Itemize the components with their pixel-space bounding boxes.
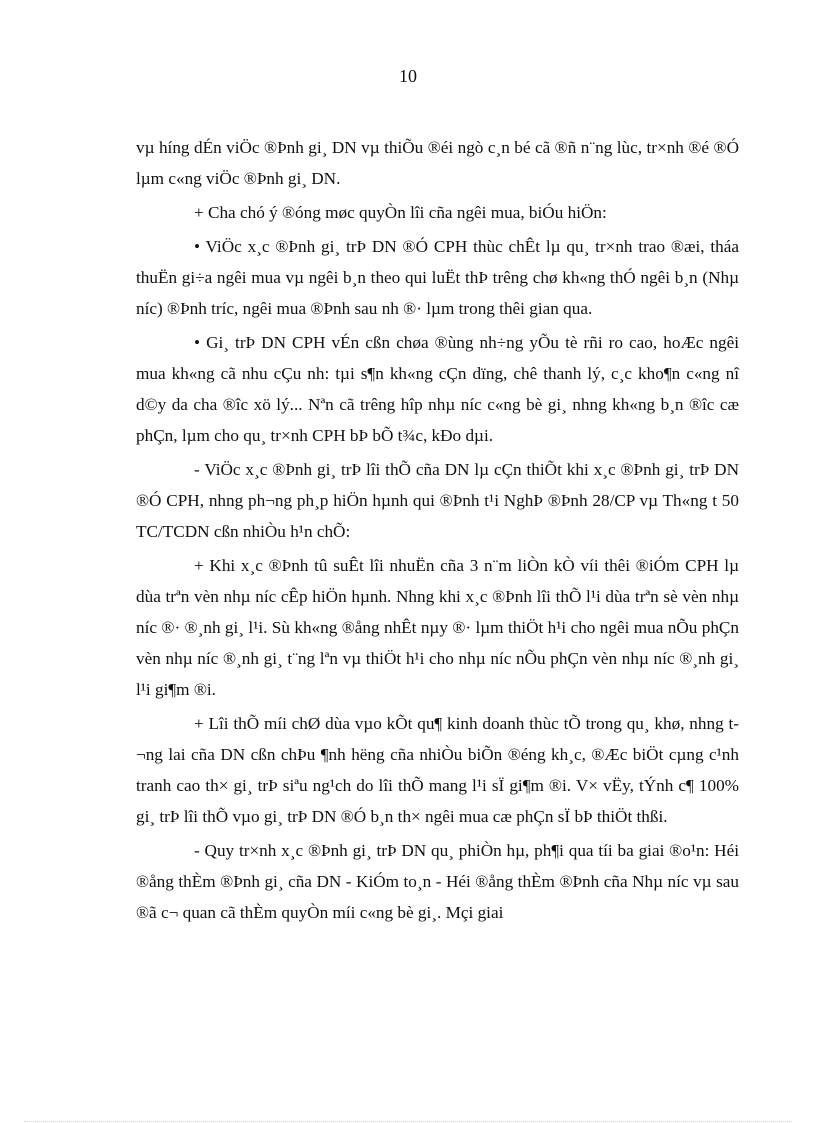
page-bottom-divider xyxy=(24,1121,792,1122)
paragraph-5: - ViÖc x¸c ®Þnh gi¸ trÞ lîi thÕ cña DN lµ cÇn thiÕt khi x¸c ®Þnh gi¸ trÞ DN ®Ó CPH, nhng ph¬ng ph¸p hiÖn hµnh qui ®Þnh t¹i NghÞ ®Þnh 28/CP vµ Th«ng t 50 TC/TCDN cßn nhiÒu h¹n chÕ: xyxy=(136,460,739,541)
paragraph-8: - Quy tr×nh x¸c ®Þnh gi¸ trÞ DN qu¸ phiÒn hµ, ph¶i qua tíi ba giai ®o¹n: Héi ®ång thÈm ®Þnh gi¸ cña DN - KiÓm to¸n - Héi ®ång thÈm ®Þnh cña Nhµ níc vµ sau ®ã c¬ quan cã thÈm quyÒn míi c«ng bè gi¸. Mçi giai xyxy=(136,841,739,922)
paragraph-1: vµ híng dÉn viÖc ®Þnh gi¸ DN vµ thiÕu ®éi ngò c¸n bé cã ®ñ n¨ng lùc, tr×nh ®é ®Ó lµm c«ng viÖc ®Þnh gi¸ DN. xyxy=(136,138,739,188)
paragraph-7: + Lîi thÕ míi chØ dùa vµo kÕt qu¶ kinh doanh thùc tÕ trong qu¸ khø, nhng t¬ng lai cña DN cßn chÞu ¶nh hëng cña nhiÒu biÕn ®éng kh¸c, ®Æc biÖt cµng c¹nh tranh cao th× gi¸ trÞ siªu ng¹ch do lîi thÕ mang l¹i sÏ gi¶m ®i. V× vËy, tÝnh c¶ 100% gi¸ trÞ lîi thÕ vµo gi¸ trÞ DN ®Ó b¸n th× ngêi mua cæ phÇn sÏ bÞ thiÖt thßi. xyxy=(136,714,739,826)
paragraph-6: + Khi x¸c ®Þnh tû suÊt lîi nhuËn cña 3 n¨m liÒn kÒ víi thêi ®iÓm CPH lµ dùa trªn vèn nhµ níc cÊp hiÖn hµnh. Nhng khi x¸c ®Þnh lîi thÕ l¹i dùa trªn sè vèn nhµ níc ®· ®¸nh gi¸ l¹i. Sù kh«ng ®ång nhÊt nµy ®· lµm thiÖt h¹i cho ngêi mua nÕu phÇn vèn nhµ níc ®¸nh gi¸ t¨ng lªn vµ thiÖt h¹i cho nhµ níc nÕu phÇn vèn nhµ níc ®¸nh gi¸ l¹i gi¶m ®i. xyxy=(136,556,739,699)
paragraph-2: + Cha chó ý ®óng møc quyÒn lîi cña ngêi mua, biÓu hiÖn: xyxy=(194,203,607,222)
body-text xyxy=(136,132,739,931)
paragraph-4: • Gi¸ trÞ DN CPH vÉn cßn chøa ®ùng nh÷ng yÕu tè rñi ro cao, hoÆc ngêi mua kh«ng cã nhu cÇu nh: tµi s¶n kh«ng cÇn dïng, chê thanh lý, c¸c kho¶n c«ng nî d©y da cha ®îc xö lý... Nªn cã trêng hîp nhµ níc c«ng bè gi¸ nhng kh«ng b¸n ®îc cæ phÇn, lµm cho qu¸ tr×nh CPH bÞ bÕ t¾c, kÐo dµi. xyxy=(136,333,739,445)
paragraph-3: • ViÖc x¸c ®Þnh gi¸ trÞ DN ®Ó CPH thùc chÊt lµ qu¸ tr×nh trao ®æi, tháa thuËn gi÷a ngêi mua vµ ngêi b¸n theo qui luËt thÞ trêng chø kh«ng thÓ ngêi b¸n (Nhµ níc) ®Þnh tríc, ngêi mua ®Þnh sau nh ®· lµm trong thêi gian qua. xyxy=(136,237,739,318)
page-number: 10 xyxy=(399,66,417,86)
